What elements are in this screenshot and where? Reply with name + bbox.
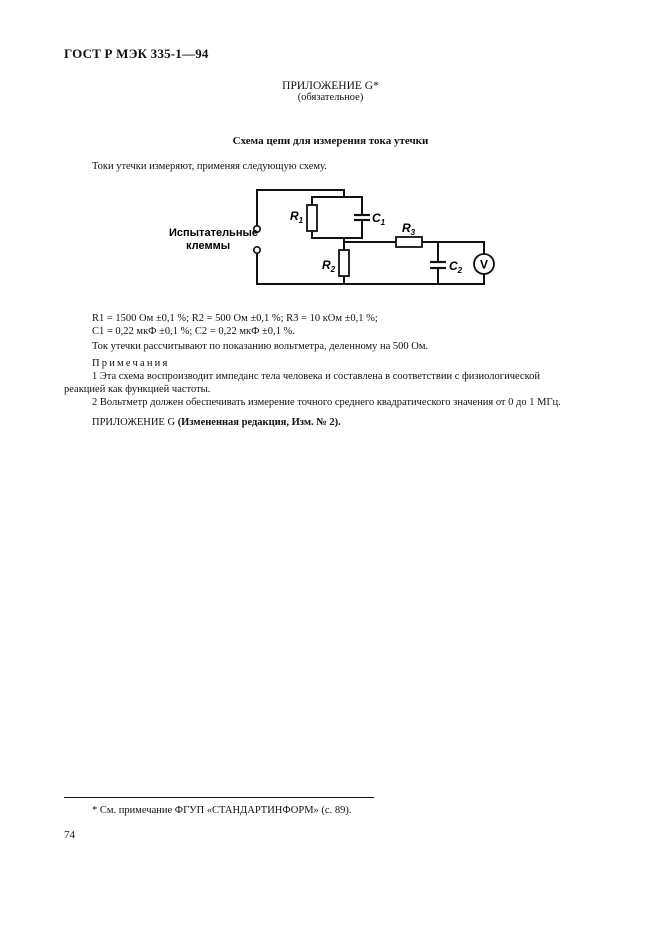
footnote-divider <box>64 797 374 798</box>
resistor-r3 <box>396 237 422 247</box>
terminal-label-line-1: Испытательные <box>169 227 258 239</box>
footnote: * См. примечание ФГУП «СТАНДАРТИНФОРМ» (с. 89). <box>92 805 352 816</box>
note-1-line-2: реакцией как функцией частоты. <box>64 384 211 395</box>
note-2: 2 Вольтметр должен обеспечивать измерение точного среднего квадратического значения от 0 до 1 МГц. <box>92 397 561 408</box>
document-header: ГОСТ Р МЭК 335-1—94 <box>64 46 209 61</box>
resistor-r2 <box>339 250 349 276</box>
label-c1: $C_1$ <box>372 211 386 227</box>
amendment-bold: (Измененная редакция, Изм. № 2). <box>177 417 341 428</box>
terminal-2 <box>254 247 260 253</box>
notes-heading: Примечания <box>92 358 170 369</box>
note-1-line-1: 1 Эта схема воспроизводит импеданс тела человека и составлена в соответствии с физиологической <box>92 371 541 382</box>
component-values-line-1: R1 = 1500 Ом ±0,1 %; R2 = 500 Ом ±0,1 %; R3 = 10 кОм ±0,1 %; <box>92 313 378 324</box>
calc-note: Ток утечки рассчитывают по показанию вольтметра, деленному на 500 Ом. <box>92 341 429 352</box>
appendix-amendment-note <box>92 416 341 429</box>
label-c2: $C_2$ <box>449 259 463 275</box>
label-r1: $R_1$ <box>290 209 304 225</box>
terminal-label-line-2: клеммы <box>186 240 231 252</box>
section-title: Схема цепи для измерения тока утечки <box>232 135 429 147</box>
resistor-r1 <box>307 205 317 231</box>
circuit-diagram <box>150 180 510 295</box>
intro-paragraph: Токи утечки измеряют, применяя следующую схему. <box>92 161 327 172</box>
appendix-subtitle: (обязательное) <box>297 92 364 103</box>
voltmeter-symbol: V <box>479 257 489 272</box>
component-values-line-2: C1 = 0,22 мкФ ±0,1 %; C2 = 0,22 мкФ ±0,1 %. <box>92 326 295 337</box>
appendix-title: ПРИЛОЖЕНИЕ G* <box>282 80 379 92</box>
label-r3: $R_3$ <box>402 221 416 237</box>
label-r2: $R_2$ <box>322 258 336 274</box>
page-number: 74 <box>64 829 75 841</box>
amendment-prefix: ПРИЛОЖЕНИЕ G <box>92 417 176 428</box>
